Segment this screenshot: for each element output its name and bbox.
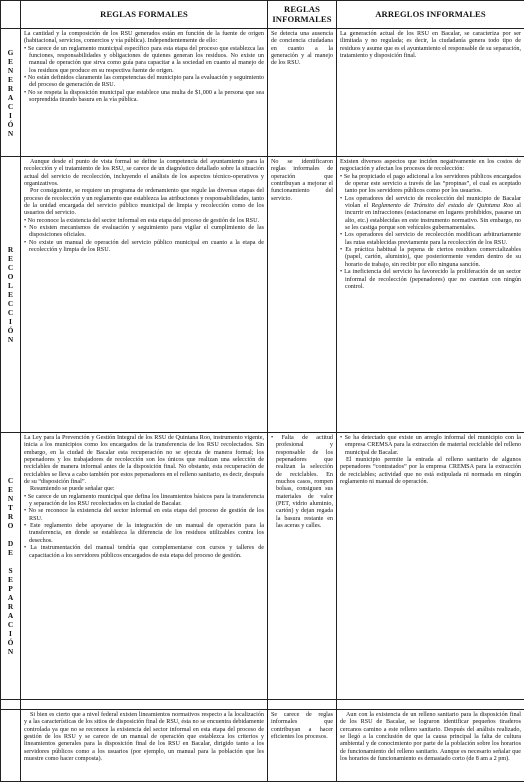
header-side-blank xyxy=(1,1,21,29)
cell-formales-generacion xyxy=(21,29,268,157)
bullet-item: • Se carece de un reglamento municipal específico para esta etapa del proceso que establezca las funciones, responsabilidades y obligaciones de quienes generan los residuos. No existe un manual de operación que sirva como guía para capacitar a la sociedad en cuanto al manejo de los residuos que produce en su respectiva fuente de origen. xyxy=(24,46,264,75)
bullet-item: • La ineficiencia del servicio ha favorecido la proliferación de un sector informal de recolección (pepenadores) que no cuentan con ningún control. xyxy=(340,269,521,291)
paragraph: La cantidad y la composición de los RSU generados están en función de la fuente de origen (habitacional, servicios, comercios y vía pública). Independientemente de ello: xyxy=(24,31,264,46)
bullet-item: • No existe un manual de operación del servicio público municipal en cuanto a la etapa de recolección y limpia de los RSU. xyxy=(24,240,264,255)
paragraph: Resumiendo se puede señalar que: xyxy=(24,486,264,493)
cell-informales-generacion xyxy=(268,29,337,157)
bullet-item: • Es práctica habitual la pepena de ciertos residuos comercializables (papel, cartón, aluminio), que posteriormente venden dentro de su horario de trabajo, sin recibir por ello ninguna sanción. xyxy=(340,247,521,269)
paragraph: La generación actual de los RSU en Bacalar, se caracteriza por ser ilimitada y no regulada; es decir, la ciudadanía genera todo tipo de residuos y asume que es el ayuntamiento el responsable de su separación, tratamiento y disposición final. xyxy=(340,31,521,60)
row-disposicion-final xyxy=(1,710,524,782)
row-recoleccion xyxy=(1,157,524,433)
paragraph: Aunque desde el punto de vista formal se define la competencia del ayuntamiento para la recolección y el tratamiento de los RSU, se carece de un diagnóstico detallado sobre la situación actual del servicio de recolección, incluyendo el análisis de los aspectos técnico-operativos y organizativos. xyxy=(24,159,264,188)
cell-arreglos-recoleccion xyxy=(337,157,524,433)
header-reglas-informales: REGLAS INFORMALES xyxy=(268,1,337,29)
paragraph: El municipio permite la entrada al relleno sanitario de algunos pepenadores “contratados” por la empresa CREMSA para la extracción de reciclables; actividad que no está estipulada ni normada en ningún reglamento ni manual de operación. xyxy=(340,457,521,486)
bullet-item: • No se reconoce la existencia del sector informal en esta etapa del proceso de gestión de los RSU. xyxy=(24,508,264,523)
bullet-item: • La instrumentación del manual tendría que complementarse con cursos y talleres de capacitación a los servidores públicos encargados de esta etapa del proceso de gestión. xyxy=(24,545,264,560)
bullet-item: • Se ha propiciado el pago adicional a los servidores públicos encargados de operar este servicio a través de las “propinas”, el cual es aceptado tanto por los servidores públicos como por los usuarios. xyxy=(340,174,521,196)
bullet-item: • Se ha detectado que existe un arreglo informal del municipio con la empresa CREMSA para la extracción de material reciclable del relleno municipal de Bacalar. xyxy=(340,435,521,457)
cell-informales-recoleccion xyxy=(268,157,337,433)
paragraph: No se identificaron reglas informales de operación que contribuyan a mejorar el funcionamiento del servicio. xyxy=(271,159,333,203)
paragraph: Se detecta una ausencia de conciencia ciudadana en cuanto a la generación y al manejo de los RSU. xyxy=(271,31,333,68)
cell-informales-centro-de-separacion xyxy=(268,433,337,700)
row-spacer xyxy=(1,700,524,710)
side-label-recoleccion: R E C O L E C C I Ó N xyxy=(1,157,21,433)
header-reglas-formales: REGLAS FORMALES xyxy=(21,1,268,29)
cell-arreglos-disposicion xyxy=(337,710,524,782)
bullet-item: • Este reglamento debe apoyarse de la integración de un manual de operación para la transferencia, en donde se establezca la diferencia de los residuos utilizables contra los desechos. xyxy=(24,523,264,545)
paragraph: Existen diversos aspectos que inciden negativamente en los costos de negociación y afectan los procesos de recolección: xyxy=(340,159,521,174)
header-arreglos-informales: ARREGLOS INFORMALES xyxy=(337,1,524,29)
cell-arreglos-centro-de-separacion xyxy=(337,433,524,700)
side-label-disposicion xyxy=(1,710,21,782)
bullet-item: • Se carece de un reglamento municipal que defina los lineamientos básicos para la transferencia y separación de los RSU recolectados en la ciudad de Bacalar. xyxy=(24,494,264,509)
header-row xyxy=(1,1,524,29)
side-label-centro-de-separacion: C E N T R O D E S E P A R A C I Ó N xyxy=(1,433,21,700)
cell-informales-disposicion xyxy=(268,710,337,782)
bullet-item: • No existen mecanismos de evaluación y seguimiento para vigilar el cumplimiento de las disposiciones oficiales. xyxy=(24,225,264,240)
bullet-item: • Falta de actitud profesional y responsable de los pepenadores que realizan la selección de reciclables. En muchos casos, rompen bolsas, consiguen sus materiales de valor (PET, vidrio aluminio, cartón) y dejan regada la basura restante en las aceras y calles. xyxy=(271,435,333,530)
paragraph: Se carece de reglas informales que contribuyan a hacer eficientes los procesos. xyxy=(271,712,333,741)
paragraph: Aun con la existencia de un relleno sanitario para la disposición final de los RSU de Bacalar, se lograron identificar pequeños tiraderos cercanos camino a este relleno sanitario. Después del análisis realizado, se llegó a la conclusión de que la causa principal la falta de cultura ambiental y de conocimiento por parte de la población sobre los horarios de funcionamiento del relleno sanitario. Aunque es necesario señalar que los horarios de funcionamiento es demasiado corto (de 8 am a 2 pm). xyxy=(340,712,521,763)
paragraph: Por consiguiente, se requiere un programa de ordenamiento que regule las diversas etapas del proceso de recolección y un reglamento que establezca las atribuciones y responsabilidades, tanto de la unidad encargada del servicio público municipal de limpia y recolección como de los usuarios del servicio. xyxy=(24,188,264,217)
cell-arreglos-generacion xyxy=(337,29,524,157)
cell-formales-recoleccion xyxy=(21,157,268,433)
paragraph: La Ley para la Prevención y Gestión Integral de los RSU de Quintana Roo, instrumento vigente, inicia a los municipios como los encargados de la transferencia de los RSU recolectados. Sin embargo, en la ciudad de Bacalar esta recuperación no se ejecuta de manera formal; los pepenadores y los trabajadores de recolección son los únicos que realizan una selección de reciclables de manera informal antes de la disposición final. No obstante, esta recuperación de reciclables se lleva a cabo también por estos pepenadores en el relleno sanitario, es decir, después de su “disposición final”. xyxy=(24,435,264,486)
row-centro-de-separacion xyxy=(1,433,524,700)
bullet-item: • Los operadores del servicio de recolección modifican arbitrariamente las rutas establecidas previamente para la recolección de los RSU. xyxy=(340,232,521,247)
cell-formales-centro-de-separacion xyxy=(21,433,268,700)
cell-formales-disposicion xyxy=(21,710,268,782)
bullet-item: • No se respeta la disposición municipal que establece una multa de $1,000 a la persona que sea sorprendida tirando basura en la vía pública. xyxy=(24,90,264,105)
bullet-item: • Los operadores del servicio de recolección del municipio de Bacalar violan el Reglamento de Tránsito del estado de Quintana Roo al incurrir en infracciones (estacionarse en lugares prohibidos, pasarse un alto, etc.) establecidas en este instrumento normativo. Sin embargo, no se les castiga porque son vehículos gubernamentales. xyxy=(340,196,521,233)
paragraph: Si bien es cierto que a nivel federal existen lineamientos normativos respecto a la localización y a las características de los sitios de disposición final de RSU, ésta no se encuentra debidamente controlada ya que no se reconoce la existencia del sector informal en esta etapa del proceso de gestión de los RSU y se carece de un manual de operación que establezca los criterios y lineamientos generales para la disposición final de los RSU en Bacalar, dirigido tanto a los servidores públicos como a los usuarios (por ejemplo, un manual para la población que les muestre como hacer composta). xyxy=(24,712,264,763)
side-label-generacion: G E N E R A C I Ó N xyxy=(1,29,21,157)
row-generacion xyxy=(1,29,524,157)
bullet-item: • No están definidos claramente las competencias del municipio para la evaluación y seguimiento del proceso de generación de RSU. xyxy=(24,75,264,90)
bullet-item: • No reconoce la existencia del sector informal en esta etapa del proceso de gestión de los RSU. xyxy=(24,218,264,225)
